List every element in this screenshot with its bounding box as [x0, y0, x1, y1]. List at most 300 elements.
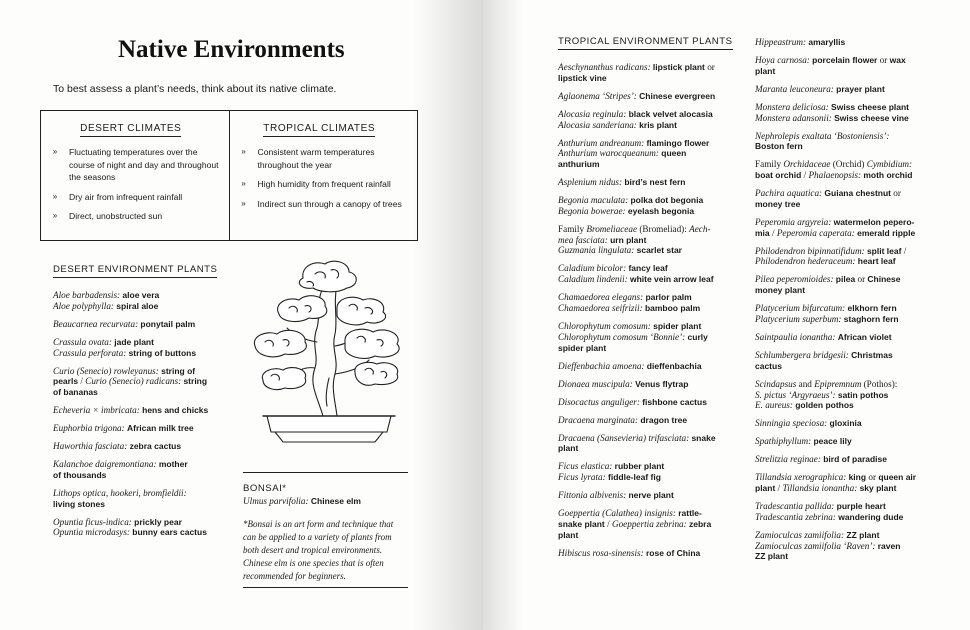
plant-common-name: living stones: [53, 498, 105, 509]
plant-entry-line: [755, 551, 960, 562]
bullet-icon: »: [52, 211, 58, 220]
plant-common-name: black velvet alocasia: [628, 108, 713, 119]
plant-joiner-text: or: [891, 188, 901, 199]
plant-entry-line: [755, 530, 960, 541]
plant-entry: [755, 84, 960, 95]
plant-species-name: Peperomia argyreia:: [755, 216, 834, 227]
plant-species-name: Epipremnum: [814, 378, 862, 389]
bullet-icon: »: [241, 179, 246, 188]
plant-entry-line: [558, 519, 748, 530]
plant-entry: [755, 55, 960, 77]
plant-common-name: string: [183, 376, 208, 387]
plant-common-name: pilea: [835, 274, 856, 285]
plant-entry-line: [558, 120, 748, 131]
plant-species-name: Kalanchoe daigremontiana:: [53, 459, 159, 470]
plant-entry: [558, 379, 748, 390]
plant-common-name: eyelash begonia: [627, 205, 695, 216]
plant-species-name: Beaucarnea recurvata:: [53, 318, 141, 329]
plant-entry-line: [558, 548, 748, 559]
plant-species-name: Platycerium superbum:: [755, 314, 844, 325]
plant-common-name: wax: [889, 54, 906, 65]
plant-common-name: sky plant: [859, 483, 897, 494]
plant-entry-line: [53, 301, 233, 312]
plant-entry: [755, 418, 960, 429]
page-title: Native Environments: [118, 36, 345, 63]
plant-species-name: Tradescantia pallida:: [755, 501, 837, 512]
plant-species-name: Hoya carnosa:: [755, 54, 813, 65]
plant-common-name: African violet: [837, 332, 892, 342]
plant-common-name: bamboo palm: [644, 303, 701, 314]
plant-common-name: Chinese evergreen: [639, 90, 716, 101]
plant-common-name: money tree: [755, 198, 801, 209]
plant-entry: [53, 405, 233, 416]
climate-item-text: Dry air from infrequent rainfall: [69, 191, 183, 202]
plant-entry-line: [558, 508, 748, 519]
plant-common-name: scarlet star: [636, 245, 682, 256]
list-item: [41, 191, 221, 204]
plant-common-name: queen air: [878, 472, 917, 483]
plant-joiner-text: /: [901, 245, 907, 256]
plant-entry: [53, 423, 233, 434]
plant-entry: [755, 303, 960, 325]
plant-common-name: staghorn fern: [843, 314, 899, 325]
tropical-plants-column-2: [755, 37, 960, 569]
plant-species-name: Strelitzia reginae:: [755, 454, 824, 465]
bonsai-bottom-rule: [243, 587, 408, 588]
plant-common-name: African milk tree: [127, 423, 194, 434]
plant-entry-line: [755, 285, 960, 296]
plant-entry-line: [755, 131, 960, 142]
plant-joiner-text: /: [775, 483, 783, 494]
plant-entry: [755, 246, 960, 268]
bullet-icon: »: [52, 191, 58, 201]
plant-entry-line: [558, 195, 748, 206]
plant-entry: [755, 436, 960, 447]
plant-common-name: mia: [755, 227, 770, 238]
plant-entry-line: [558, 379, 748, 390]
plant-common-name: fiddle-leaf fig: [608, 472, 661, 483]
plant-entry-line: [755, 512, 960, 523]
plant-species-name: Ficus lyrata:: [558, 472, 609, 483]
plant-common-name: urn plant: [610, 234, 647, 245]
plant-entry-line: [755, 361, 960, 372]
plant-species-name: Echeveria × imbricata:: [53, 405, 143, 416]
plant-species-name: Nephrolepis exaltata ‘Bostoniensis’:: [755, 130, 890, 141]
plant-entry: [558, 195, 748, 217]
plant-common-name: Boston fern: [755, 141, 803, 152]
plant-species-name: Crassula ovata:: [53, 336, 115, 347]
plant-common-name: white vein arrow leaf: [629, 274, 714, 285]
plant-species-name: Chamaedorea elegans:: [558, 292, 646, 303]
plant-species-name: Monstera adansonii:: [755, 112, 835, 123]
intro-text: To best assess a plant’s needs, think about its native climate.: [53, 83, 337, 95]
plant-joiner-text: or: [866, 472, 879, 483]
plant-common-name: gloxinia: [829, 418, 862, 429]
plant-species-name: Zamioculcas zamiifolia ‘Raven’:: [755, 540, 878, 551]
plant-entry-line: [755, 37, 960, 48]
plant-common-name: lipstick plant: [652, 62, 705, 72]
plant-entry-line: [755, 400, 960, 411]
plant-species-name: Pilea peperomioides:: [755, 274, 836, 285]
plant-species-name: Euphorbia trigona:: [53, 423, 128, 434]
list-item: [41, 210, 221, 223]
plant-species-name: S. pictus ‘Argyraeus’:: [755, 389, 838, 400]
gutter-shadow-left: [413, 0, 483, 630]
climate-item-text: Fluctuating temperatures over the course of night and day and throughout the seasons: [69, 147, 219, 182]
plant-entry-line: [53, 405, 233, 416]
plant-entry-line: [53, 527, 233, 538]
plant-common-name: pearls: [53, 376, 79, 387]
plant-entry: [558, 461, 748, 483]
plant-common-name: string of buttons: [128, 347, 197, 358]
plant-entry: [558, 263, 748, 285]
plant-entry-line: [53, 499, 233, 510]
plant-joiner-text: or: [704, 62, 715, 72]
plant-joiner-text: or: [855, 274, 868, 285]
plant-entry: [755, 159, 960, 181]
plant-entry: [755, 332, 960, 343]
plant-common-name: bird of paradise: [823, 454, 887, 465]
plant-entry: [558, 433, 748, 455]
plant-entry-line: [53, 517, 233, 528]
plant-common-name: rattle-: [678, 508, 702, 519]
plant-common-name: ZZ plant: [846, 529, 880, 540]
bonsai-heading: BONSAI*: [243, 483, 287, 494]
plant-entry: [558, 415, 748, 426]
plant-entry-line: [755, 66, 960, 77]
plant-common-name: plant: [755, 483, 776, 494]
plant-entry: [755, 454, 960, 465]
plant-species-name: Haworthia fasciata:: [53, 441, 130, 452]
plant-species-name: Saintpaulia ionantha:: [755, 332, 838, 342]
plant-species-name: Hippeastrum:: [755, 37, 809, 47]
right-page: [483, 0, 970, 630]
plant-joiner-text: /: [604, 518, 612, 529]
plant-entry-line: [558, 443, 748, 454]
bonsai-section: [243, 472, 408, 583]
plant-entry-line: [755, 55, 960, 66]
plant-common-name: Chinese: [867, 274, 901, 285]
tropical-climates-column: [229, 111, 418, 240]
plant-common-name: elkhorn fern: [847, 303, 897, 314]
tropical-climates-heading: TROPICAL CLIMATES: [263, 123, 375, 137]
plant-joiner-text: /: [769, 227, 777, 238]
plant-species-name: Spathiphyllum:: [755, 436, 814, 447]
plant-common-name: ponytail palm: [140, 318, 196, 329]
plant-common-name: polka dot begonia: [630, 195, 704, 206]
plant-entry: [755, 350, 960, 372]
plant-entry-line: [558, 343, 748, 354]
plant-species-name: Disocactus anguliger:: [558, 396, 643, 407]
plant-entry: [755, 274, 960, 296]
plant-species-name: E. aureus:: [755, 400, 796, 411]
plant-entry-line: [558, 263, 748, 274]
plant-entry-line: [755, 501, 960, 512]
plant-common-name: purple heart: [836, 501, 886, 512]
plant-entry-line: [53, 423, 233, 434]
plant-common-name: king: [848, 472, 867, 483]
plant-entry-line: [558, 206, 748, 217]
plant-joiner-text: Family: [755, 159, 784, 170]
desert-plants-list: [53, 290, 233, 545]
plant-entry-line: [558, 274, 748, 285]
plant-common-name: heart leaf: [857, 256, 896, 267]
plant-species-name: Alocasia sanderiana:: [558, 119, 640, 130]
plant-entry-line: [755, 418, 960, 429]
plant-entry-line: [755, 454, 960, 465]
plant-entry-line: [755, 217, 960, 228]
plant-entry: [755, 37, 960, 48]
plant-species-name: Dracaena marginata:: [558, 414, 641, 425]
plant-entry: [558, 321, 748, 353]
plant-entry-line: [755, 113, 960, 124]
plant-common-name: Venus flytrap: [635, 378, 689, 389]
plant-species-name: Caladium lindenii:: [558, 274, 630, 285]
plant-entry-line: [755, 84, 960, 95]
tropical-plants-column-1: [558, 62, 748, 566]
plant-common-name: bird’s nest fern: [624, 177, 686, 188]
plant-species-name: Pachira aquatica:: [755, 188, 825, 199]
plant-common-name: Christmas: [851, 349, 893, 360]
plant-species-name: Anthurium warocqueanum:: [558, 148, 662, 159]
plant-species-name: Chlorophytum comosum ‘Bonnie’:: [558, 331, 688, 342]
plant-common-name: zebra: [689, 518, 712, 529]
plant-common-name: Swiss cheese vine: [834, 112, 909, 123]
plant-common-name: prayer plant: [836, 83, 885, 94]
plant-entry-line: [558, 415, 748, 426]
plant-entry-line: [755, 314, 960, 325]
plant-species-name: Crassula perforata:: [53, 347, 129, 358]
plant-entry-line: [755, 483, 960, 494]
plant-entry-line: [755, 541, 960, 552]
plant-species-name: Curio (Senecio) rowleyanus:: [53, 365, 162, 376]
plant-species-name: Aech-: [689, 223, 711, 234]
tropical-plants-heading: TROPICAL ENVIRONMENT PLANTS: [558, 36, 733, 50]
plant-species-name: Anthurium andreanum:: [558, 137, 647, 148]
plant-common-name: of thousands: [53, 469, 107, 480]
plant-common-name: string of: [161, 365, 196, 376]
plant-entry-line: [558, 224, 748, 235]
plant-entry: [53, 337, 233, 359]
plant-entry-line: [755, 303, 960, 314]
plant-species-name: Cymbidium:: [866, 159, 913, 170]
plant-common-name: kris plant: [639, 119, 677, 130]
plant-species-name: Lithops optica, hookeri, bromfieldii:: [53, 487, 187, 498]
plant-entry-line: [558, 292, 748, 303]
plant-common-name: hens and chicks: [142, 405, 209, 416]
plant-common-name: Swiss cheese plant: [831, 101, 909, 112]
plant-entry-line: [53, 376, 233, 387]
climate-item-text: High humidity from frequent rainfall: [257, 179, 391, 189]
bonsai-common-name: Chinese elm: [310, 496, 361, 506]
plant-entry: [558, 62, 748, 84]
plant-entry-line: [755, 199, 960, 210]
plant-entry-line: [558, 332, 748, 343]
plant-entry-line: [558, 321, 748, 332]
plant-entry: [755, 102, 960, 124]
plant-entry: [558, 490, 748, 501]
plant-common-name: golden pothos: [795, 400, 854, 411]
plant-entry-line: [558, 235, 748, 246]
plant-entry-line: [53, 441, 233, 452]
plant-entry-line: [53, 337, 233, 348]
plant-common-name: curly: [687, 331, 708, 342]
plant-entry-line: [558, 245, 748, 256]
plant-entry-line: [755, 472, 960, 483]
plant-common-name: snake plant: [558, 518, 605, 529]
plant-entry: [53, 290, 233, 312]
plant-entry: [558, 109, 748, 131]
plant-species-name: Dracaena (Sansevieria) trifasciata:: [558, 432, 692, 443]
plant-entry-line: [558, 177, 748, 188]
plant-common-name: snake: [691, 432, 716, 443]
plant-species-name: Tradescantia zebrina:: [755, 511, 839, 522]
plant-joiner-text: /: [78, 376, 86, 387]
list-item: [230, 178, 410, 191]
plant-species-name: Opuntia microdasys:: [53, 527, 133, 538]
list-item: [230, 198, 410, 211]
plant-common-name: of bananas: [53, 387, 98, 398]
plant-common-name: dragon tree: [640, 414, 688, 425]
plant-species-name: Begonia bowerae:: [558, 205, 628, 216]
plant-entry: [558, 177, 748, 188]
plant-common-name: boat orchid: [755, 170, 802, 181]
plant-entry: [558, 397, 748, 408]
bonsai-note: *Bonsai is an art form and technique that can be applied to a variety of plants from both desert and tropical environments. Chinese elm is one species that is often recommended for beginners.: [243, 519, 394, 581]
plant-species-name: Maranta leuconeura:: [755, 83, 837, 94]
plant-species-name: Monstera deliciosa:: [755, 101, 832, 112]
plant-entry-line: [558, 73, 748, 84]
plant-entry: [53, 319, 233, 330]
plant-entry-line: [755, 379, 960, 390]
plant-species-name: mea fasciata:: [558, 234, 611, 245]
plant-species-name: Dieffenbachia amoena:: [558, 360, 647, 371]
plant-entry-line: [755, 141, 960, 152]
plant-common-name: plant: [558, 529, 579, 540]
plant-common-name: fishbone cactus: [642, 396, 707, 407]
desert-climates-column: [41, 111, 229, 240]
plant-common-name: money plant: [755, 285, 806, 296]
plant-species-name: Orchidaceae: [783, 159, 831, 170]
plant-species-name: Chlorophytum comosum:: [558, 321, 654, 332]
plant-common-name: amaryllis: [808, 37, 846, 47]
plant-entry-line: [558, 138, 748, 149]
bullet-icon: »: [52, 147, 58, 156]
plant-entry: [755, 217, 960, 239]
plant-entry-line: [53, 290, 233, 301]
plant-common-name: dieffenbachia: [646, 360, 702, 371]
plant-entry: [53, 366, 233, 398]
plant-common-name: jade plant: [114, 336, 154, 347]
plant-common-name: ZZ plant: [755, 551, 789, 562]
plant-entry-line: [755, 170, 960, 181]
plant-common-name: nerve plant: [628, 490, 674, 501]
plant-entry: [53, 488, 233, 510]
plant-entry-line: [755, 102, 960, 113]
plant-entry: [558, 224, 748, 256]
plant-entry: [558, 91, 748, 102]
desert-plants-heading: DESERT ENVIRONMENT PLANTS: [53, 264, 217, 278]
plant-common-name: fancy leaf: [628, 263, 668, 274]
plant-common-name: zebra cactus: [129, 441, 182, 452]
plant-entry: [558, 508, 748, 540]
plant-common-name: rubber plant: [614, 461, 665, 472]
plant-entry: [755, 501, 960, 523]
plant-entry-line: [755, 274, 960, 285]
plant-species-name: Curio (Senecio) radicans:: [85, 376, 184, 387]
plant-common-name: peace lily: [813, 436, 852, 447]
plant-entry: [558, 138, 748, 170]
plant-common-name: plant: [558, 443, 579, 454]
plant-entry: [755, 472, 960, 494]
bonsai-tree-illustration: [245, 256, 411, 452]
plant-entry-line: [755, 228, 960, 239]
plant-entry-line: [53, 366, 233, 377]
plant-species-name: Begonia maculata:: [558, 195, 631, 206]
plant-species-name: Aeschynanthus radicans:: [558, 62, 653, 72]
plant-species-name: Scindapsus: [755, 378, 797, 389]
plant-common-name: cactus: [755, 360, 782, 371]
plant-entry-line: [558, 159, 748, 170]
plant-species-name: Goeppertia zebrina:: [611, 518, 689, 529]
plant-entry-line: [53, 387, 233, 398]
plant-common-name: Guiana chestnut: [824, 188, 891, 199]
plant-species-name: Aloe polyphylla:: [53, 300, 117, 311]
plant-common-name: flamingo flower: [646, 137, 710, 148]
plant-entry-line: [755, 246, 960, 257]
plant-common-name: prickly pear: [134, 516, 182, 527]
plant-common-name: mother: [158, 459, 188, 470]
climate-item-text: Indirect sun through a canopy of trees: [257, 198, 402, 209]
desert-climates-heading: DESERT CLIMATES: [80, 123, 181, 137]
plant-entry-line: [755, 436, 960, 447]
plant-species-name: Tillandsia xerographica:: [755, 472, 849, 483]
plant-entry-line: [558, 303, 748, 314]
plant-species-name: Chamaedorea seifrizii:: [558, 303, 645, 314]
plant-common-name: wandering dude: [838, 511, 904, 522]
plant-species-name: Dionaea muscipula:: [558, 378, 636, 389]
plant-entry-line: [558, 433, 748, 444]
plant-joiner-text: (Orchid): [830, 159, 867, 170]
plant-species-name: Sinningia speciosa:: [755, 418, 830, 429]
list-item: [230, 146, 410, 171]
plant-entry-line: [755, 390, 960, 401]
plant-entry-line: [558, 148, 748, 159]
list-item: [41, 146, 221, 184]
plant-entry: [53, 459, 233, 481]
plant-entry: [53, 441, 233, 452]
plant-species-name: Alocasia reginula:: [558, 108, 629, 119]
plant-joiner-text: (Pothos):: [861, 378, 898, 389]
plant-common-name: split leaf: [866, 245, 902, 256]
plant-entry-line: [53, 459, 233, 470]
plant-species-name: Aglaonema ‘Stripes’:: [558, 90, 640, 101]
plant-entry: [755, 188, 960, 210]
plant-species-name: Caladium bicolor:: [558, 263, 629, 274]
plant-entry-line: [755, 256, 960, 267]
plant-entry-line: [558, 461, 748, 472]
plant-species-name: Schlumbergera bridgesii:: [755, 349, 852, 360]
plant-entry: [558, 292, 748, 314]
bullet-icon: »: [241, 147, 246, 156]
plant-species-name: Ficus elastica:: [558, 461, 615, 472]
left-page: [0, 0, 483, 630]
plant-entry-line: [755, 350, 960, 361]
bonsai-species: Ulmus parvifolia:: [243, 496, 311, 506]
plant-species-name: Fittonia albivenis:: [558, 490, 629, 501]
plant-common-name: porcelain flower: [812, 54, 878, 65]
plant-entry-line: [558, 530, 748, 541]
